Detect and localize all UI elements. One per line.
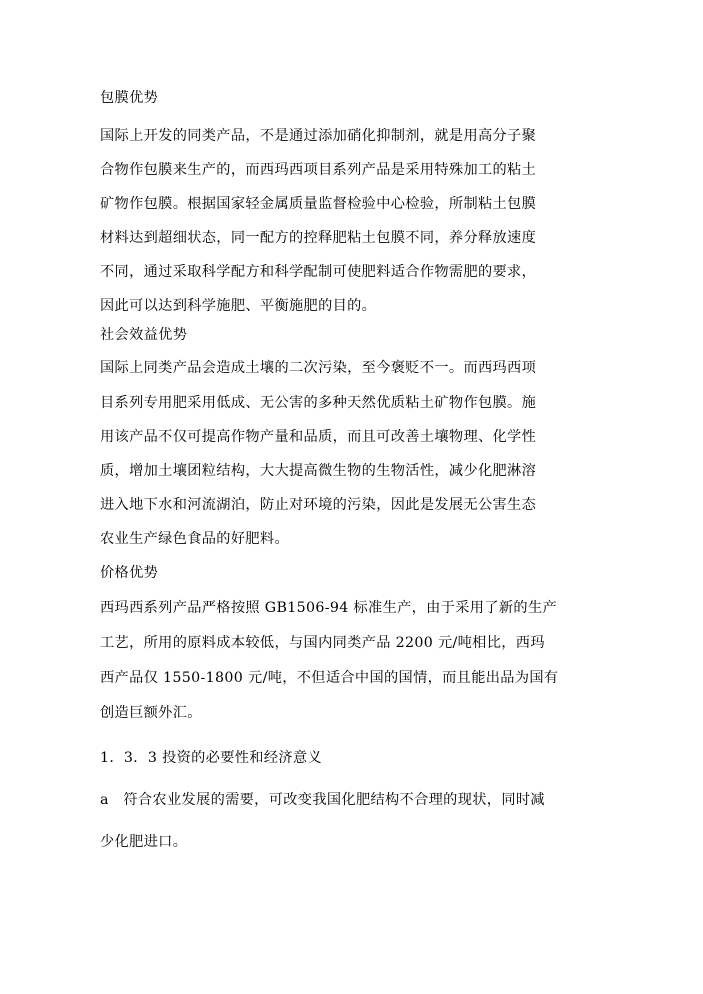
section-heading-coating: 包膜优势 (100, 90, 159, 106)
section-heading-social-benefit: 社会效益优势 (100, 327, 188, 343)
paragraph-line: 合物作包膜来生产的，而西玛西项目系列产品是采用特殊加工的粘土 (100, 162, 537, 178)
paragraph-line: 不同，通过采取科学配方和科学配制可使肥料适合作物需肥的要求， (100, 264, 537, 280)
paragraph-line: 矿物作包膜。根据国家轻金属质量监督检验中心检验，所制粘土包膜 (100, 196, 537, 212)
paragraph-line: 进入地下水和河流湖泊，防止对环境的污染，因此是发展无公害生态 (100, 497, 537, 513)
paragraph-line: 目系列专用肥采用低成、无公害的多种天然优质粘土矿物作包膜。施 (100, 395, 537, 411)
section-heading-price: 价格优势 (100, 565, 159, 581)
paragraph-line: 工艺，所用的原料成本较低，与国内同类产品 2200 元/吨相比，西玛 (100, 635, 545, 651)
section-heading-investment: 1．3．3 投资的必要性和经济意义 (100, 750, 322, 766)
paragraph-line: 少化肥进口。 (100, 834, 188, 850)
paragraph-line: 质，增加土壤团粒结构，大大提高微生物的生物活性，减少化肥淋溶 (100, 463, 537, 479)
paragraph-line: 材料达到超细状态，同一配方的控释肥粘土包膜不同，养分释放速度 (100, 230, 537, 246)
paragraph-line: 农业生产绿色食品的好肥料。 (100, 531, 289, 547)
paragraph-line: 国际上同类产品会造成土壤的二次污染，至今褒贬不一。而西玛西项 (100, 360, 537, 376)
paragraph-line: 用该产品不仅可提高作物产量和品质，而且可改善土壤物理、化学性 (100, 429, 537, 445)
paragraph-line: 国际上开发的同类产品，不是通过添加硝化抑制剂，就是用高分子聚 (100, 128, 537, 144)
paragraph-line: 因此可以达到科学施肥、平衡施肥的目的。 (100, 298, 377, 314)
paragraph-line: 西玛西系列产品严格按照 GB1506-94 标准生产，由于采用了新的生产 (100, 600, 558, 616)
paragraph-line: 创造巨额外汇。 (100, 705, 202, 721)
paragraph-line: a 符合农业发展的需要，可改变我国化肥结构不合理的现状，同时减 (100, 792, 545, 808)
paragraph-line: 西产品仅 1550-1800 元/吨，不但适合中国的国情，而且能出品为国有 (100, 670, 559, 686)
